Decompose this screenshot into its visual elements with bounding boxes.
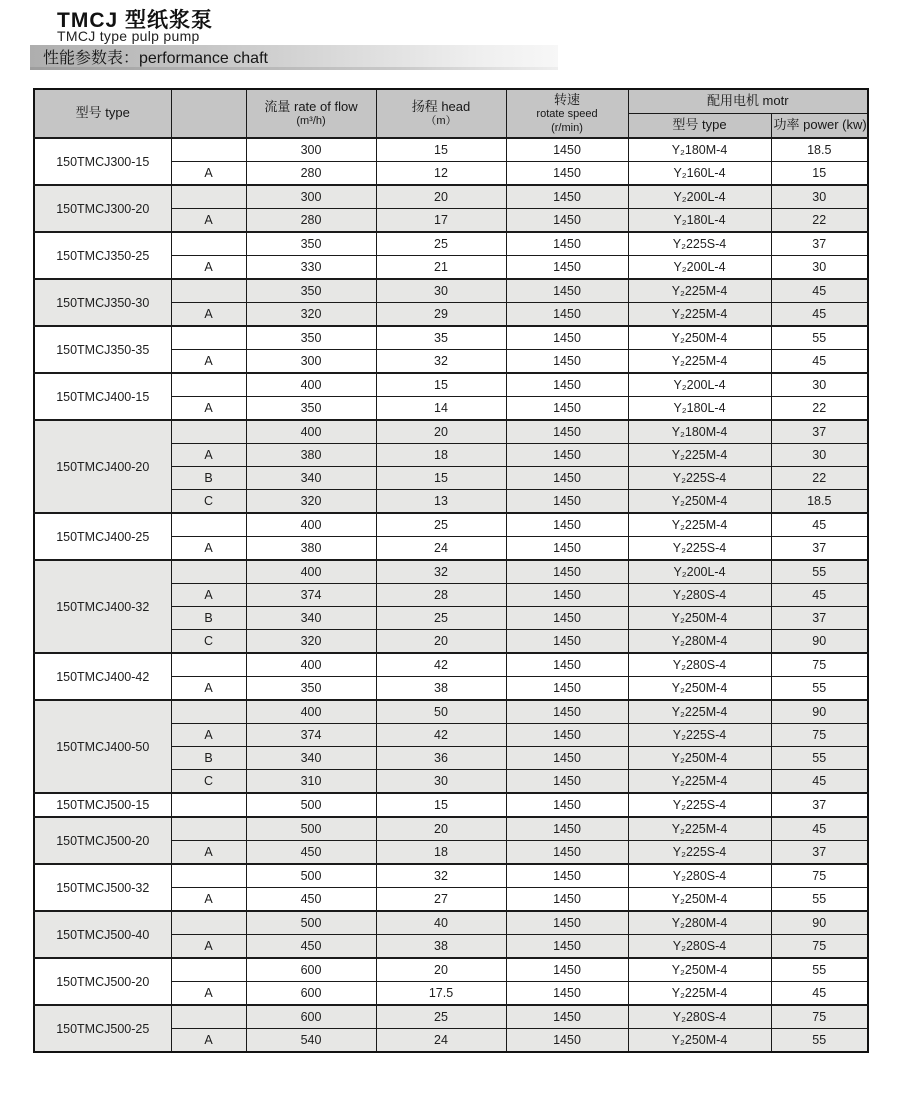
flow-cell: 374 xyxy=(246,584,376,607)
variant-cell: B xyxy=(171,747,246,770)
page-title: TMCJ 型纸浆泵 xyxy=(57,9,213,32)
motor-cell: Y₂180M-4 xyxy=(628,138,771,162)
model-cell: 150TMCJ500-25 xyxy=(34,1005,171,1052)
power-cell: 30 xyxy=(771,444,868,467)
head-cell: 20 xyxy=(376,630,506,654)
power-cell: 18.5 xyxy=(771,138,868,162)
flow-cell: 400 xyxy=(246,560,376,584)
flow-cell: 600 xyxy=(246,1005,376,1029)
table-row xyxy=(34,793,868,817)
variant-cell: C xyxy=(171,770,246,794)
table-row xyxy=(34,326,868,350)
motor-cell: Y₂280S-4 xyxy=(628,584,771,607)
flow-cell: 340 xyxy=(246,747,376,770)
power-cell: 75 xyxy=(771,935,868,959)
variant-cell xyxy=(171,653,246,677)
flow-cell: 300 xyxy=(246,185,376,209)
power-cell: 55 xyxy=(771,888,868,912)
variant-cell xyxy=(171,138,246,162)
flow-cell: 320 xyxy=(246,630,376,654)
variant-cell xyxy=(171,700,246,724)
power-cell: 45 xyxy=(771,279,868,303)
flow-cell: 450 xyxy=(246,888,376,912)
speed-cell: 1450 xyxy=(506,677,628,701)
motor-cell: Y₂200L-4 xyxy=(628,560,771,584)
head-cell: 17 xyxy=(376,209,506,233)
model-cell: 150TMCJ300-15 xyxy=(34,138,171,185)
head-cell: 12 xyxy=(376,162,506,186)
head-cell: 20 xyxy=(376,817,506,841)
motor-cell: Y₂160L-4 xyxy=(628,162,771,186)
performance-table xyxy=(33,88,869,1053)
table-row xyxy=(34,864,868,888)
header-flow xyxy=(246,89,376,138)
head-cell: 20 xyxy=(376,420,506,444)
speed-cell: 1450 xyxy=(506,770,628,794)
flow-cell: 320 xyxy=(246,490,376,514)
head-cell: 25 xyxy=(376,607,506,630)
speed-cell: 1450 xyxy=(506,256,628,280)
motor-cell: Y₂180L-4 xyxy=(628,209,771,233)
variant-cell: A xyxy=(171,982,246,1006)
power-cell: 75 xyxy=(771,1005,868,1029)
header-motor-group xyxy=(628,89,868,114)
head-cell: 17.5 xyxy=(376,982,506,1006)
power-cell: 45 xyxy=(771,513,868,537)
power-cell: 37 xyxy=(771,841,868,865)
head-cell: 35 xyxy=(376,326,506,350)
motor-cell: Y₂200L-4 xyxy=(628,373,771,397)
motor-cell: Y₂280S-4 xyxy=(628,1005,771,1029)
flow-cell: 400 xyxy=(246,373,376,397)
flow-cell: 350 xyxy=(246,677,376,701)
flow-cell: 374 xyxy=(246,724,376,747)
power-cell: 30 xyxy=(771,373,868,397)
head-cell: 24 xyxy=(376,1029,506,1053)
header-motor-type-label: 型号 type xyxy=(672,117,727,133)
header-head-line2: （m） xyxy=(425,114,457,127)
head-cell: 32 xyxy=(376,560,506,584)
speed-cell: 1450 xyxy=(506,747,628,770)
variant-cell: A xyxy=(171,888,246,912)
variant-cell: A xyxy=(171,724,246,747)
table-row xyxy=(34,513,868,537)
flow-cell: 310 xyxy=(246,770,376,794)
speed-cell: 1450 xyxy=(506,841,628,865)
head-cell: 24 xyxy=(376,537,506,561)
head-cell: 42 xyxy=(376,653,506,677)
head-cell: 15 xyxy=(376,138,506,162)
variant-cell: A xyxy=(171,444,246,467)
motor-cell: Y₂225M-4 xyxy=(628,513,771,537)
speed-cell: 1450 xyxy=(506,279,628,303)
flow-cell: 400 xyxy=(246,420,376,444)
variant-cell xyxy=(171,958,246,982)
flow-cell: 450 xyxy=(246,841,376,865)
motor-cell: Y₂225M-4 xyxy=(628,817,771,841)
head-cell: 30 xyxy=(376,770,506,794)
head-cell: 18 xyxy=(376,444,506,467)
header-speed-line3: (r/min) xyxy=(551,121,583,134)
speed-cell: 1450 xyxy=(506,864,628,888)
head-cell: 30 xyxy=(376,279,506,303)
variant-cell: C xyxy=(171,630,246,654)
variant-cell: A xyxy=(171,1029,246,1053)
power-cell: 75 xyxy=(771,864,868,888)
power-cell: 45 xyxy=(771,303,868,327)
flow-cell: 340 xyxy=(246,467,376,490)
flow-cell: 280 xyxy=(246,209,376,233)
motor-cell: Y₂225S-4 xyxy=(628,841,771,865)
head-cell: 28 xyxy=(376,584,506,607)
variant-cell: A xyxy=(171,537,246,561)
speed-cell: 1450 xyxy=(506,958,628,982)
head-cell: 15 xyxy=(376,467,506,490)
variant-cell xyxy=(171,279,246,303)
motor-cell: Y₂225M-4 xyxy=(628,303,771,327)
power-cell: 30 xyxy=(771,256,868,280)
speed-cell: 1450 xyxy=(506,350,628,374)
variant-cell: A xyxy=(171,209,246,233)
power-cell: 22 xyxy=(771,467,868,490)
flow-cell: 340 xyxy=(246,607,376,630)
head-cell: 38 xyxy=(376,677,506,701)
variant-cell xyxy=(171,373,246,397)
variant-cell: A xyxy=(171,162,246,186)
power-cell: 22 xyxy=(771,209,868,233)
flow-cell: 500 xyxy=(246,911,376,935)
flow-cell: 380 xyxy=(246,444,376,467)
speed-cell: 1450 xyxy=(506,817,628,841)
motor-cell: Y₂280M-4 xyxy=(628,630,771,654)
variant-cell xyxy=(171,911,246,935)
speed-cell: 1450 xyxy=(506,373,628,397)
flow-cell: 350 xyxy=(246,326,376,350)
motor-cell: Y₂225M-4 xyxy=(628,444,771,467)
flow-cell: 600 xyxy=(246,982,376,1006)
table-row xyxy=(34,958,868,982)
variant-cell: A xyxy=(171,350,246,374)
variant-cell xyxy=(171,560,246,584)
variant-cell xyxy=(171,513,246,537)
speed-cell: 1450 xyxy=(506,185,628,209)
power-cell: 55 xyxy=(771,677,868,701)
motor-cell: Y₂225M-4 xyxy=(628,770,771,794)
power-cell: 45 xyxy=(771,982,868,1006)
table-row xyxy=(34,1005,868,1029)
motor-cell: Y₂250M-4 xyxy=(628,888,771,912)
speed-cell: 1450 xyxy=(506,584,628,607)
head-cell: 36 xyxy=(376,747,506,770)
flow-cell: 500 xyxy=(246,793,376,817)
variant-cell xyxy=(171,1005,246,1029)
variant-cell xyxy=(171,817,246,841)
variant-cell: A xyxy=(171,841,246,865)
motor-cell: Y₂280S-4 xyxy=(628,935,771,959)
head-cell: 29 xyxy=(376,303,506,327)
motor-cell: Y₂225S-4 xyxy=(628,232,771,256)
power-cell: 55 xyxy=(771,560,868,584)
flow-cell: 500 xyxy=(246,817,376,841)
speed-cell: 1450 xyxy=(506,1005,628,1029)
power-cell: 55 xyxy=(771,326,868,350)
motor-cell: Y₂250M-4 xyxy=(628,607,771,630)
speed-cell: 1450 xyxy=(506,700,628,724)
flow-cell: 330 xyxy=(246,256,376,280)
flow-cell: 400 xyxy=(246,700,376,724)
variant-cell xyxy=(171,232,246,256)
flow-cell: 400 xyxy=(246,513,376,537)
flow-cell: 500 xyxy=(246,864,376,888)
table-row xyxy=(34,232,868,256)
model-cell: 150TMCJ400-50 xyxy=(34,700,171,793)
page-subtitle: TMCJ type pulp pump xyxy=(57,28,200,44)
motor-cell: Y₂250M-4 xyxy=(628,326,771,350)
flow-cell: 280 xyxy=(246,162,376,186)
motor-cell: Y₂225M-4 xyxy=(628,350,771,374)
model-cell: 150TMCJ350-25 xyxy=(34,232,171,279)
motor-cell: Y₂250M-4 xyxy=(628,958,771,982)
header-speed-line2: rotate speed xyxy=(536,107,598,120)
section-header-bar-shadow xyxy=(30,67,558,70)
model-cell: 150TMCJ500-20 xyxy=(34,817,171,864)
header-motor-power xyxy=(771,114,868,139)
head-cell: 25 xyxy=(376,232,506,256)
motor-cell: Y₂280S-4 xyxy=(628,864,771,888)
speed-cell: 1450 xyxy=(506,209,628,233)
model-cell: 150TMCJ500-20 xyxy=(34,958,171,1005)
head-cell: 32 xyxy=(376,350,506,374)
power-cell: 37 xyxy=(771,420,868,444)
power-cell: 22 xyxy=(771,397,868,421)
power-cell: 90 xyxy=(771,630,868,654)
speed-cell: 1450 xyxy=(506,162,628,186)
power-cell: 55 xyxy=(771,1029,868,1053)
speed-cell: 1450 xyxy=(506,303,628,327)
motor-cell: Y₂225M-4 xyxy=(628,982,771,1006)
table-row xyxy=(34,700,868,724)
motor-cell: Y₂225M-4 xyxy=(628,279,771,303)
section-header-label: 性能参数表：performance chaft xyxy=(43,49,268,67)
model-cell: 150TMCJ500-15 xyxy=(34,793,171,817)
speed-cell: 1450 xyxy=(506,888,628,912)
table-row xyxy=(34,817,868,841)
flow-cell: 380 xyxy=(246,537,376,561)
head-cell: 40 xyxy=(376,911,506,935)
variant-cell: A xyxy=(171,935,246,959)
flow-cell: 600 xyxy=(246,958,376,982)
head-cell: 14 xyxy=(376,397,506,421)
motor-cell: Y₂225S-4 xyxy=(628,467,771,490)
power-cell: 45 xyxy=(771,584,868,607)
table-header xyxy=(34,89,868,138)
motor-cell: Y₂250M-4 xyxy=(628,747,771,770)
header-flow-line1: 流量 rate of flow xyxy=(264,98,358,114)
head-cell: 18 xyxy=(376,841,506,865)
power-cell: 45 xyxy=(771,350,868,374)
speed-cell: 1450 xyxy=(506,1029,628,1053)
speed-cell: 1450 xyxy=(506,793,628,817)
speed-cell: 1450 xyxy=(506,420,628,444)
head-cell: 20 xyxy=(376,185,506,209)
speed-cell: 1450 xyxy=(506,490,628,514)
motor-cell: Y₂225S-4 xyxy=(628,724,771,747)
power-cell: 45 xyxy=(771,770,868,794)
flow-cell: 350 xyxy=(246,397,376,421)
power-cell: 45 xyxy=(771,817,868,841)
speed-cell: 1450 xyxy=(506,513,628,537)
speed-cell: 1450 xyxy=(506,935,628,959)
flow-cell: 540 xyxy=(246,1029,376,1053)
motor-cell: Y₂225M-4 xyxy=(628,700,771,724)
head-cell: 25 xyxy=(376,513,506,537)
motor-cell: Y₂200L-4 xyxy=(628,256,771,280)
model-cell: 150TMCJ400-25 xyxy=(34,513,171,560)
variant-cell: C xyxy=(171,490,246,514)
power-cell: 90 xyxy=(771,700,868,724)
variant-cell: A xyxy=(171,256,246,280)
variant-cell: A xyxy=(171,584,246,607)
head-cell: 15 xyxy=(376,373,506,397)
motor-cell: Y₂250M-4 xyxy=(628,490,771,514)
power-cell: 15 xyxy=(771,162,868,186)
variant-cell: B xyxy=(171,607,246,630)
model-cell: 150TMCJ300-20 xyxy=(34,185,171,232)
model-cell: 150TMCJ400-20 xyxy=(34,420,171,513)
power-cell: 55 xyxy=(771,958,868,982)
motor-cell: Y₂200L-4 xyxy=(628,185,771,209)
power-cell: 75 xyxy=(771,653,868,677)
power-cell: 18.5 xyxy=(771,490,868,514)
model-cell: 150TMCJ350-35 xyxy=(34,326,171,373)
table-row xyxy=(34,653,868,677)
head-cell: 15 xyxy=(376,793,506,817)
speed-cell: 1450 xyxy=(506,911,628,935)
head-cell: 32 xyxy=(376,864,506,888)
header-model xyxy=(34,89,171,138)
power-cell: 30 xyxy=(771,185,868,209)
power-cell: 55 xyxy=(771,747,868,770)
speed-cell: 1450 xyxy=(506,630,628,654)
speed-cell: 1450 xyxy=(506,724,628,747)
speed-cell: 1450 xyxy=(506,467,628,490)
power-cell: 37 xyxy=(771,793,868,817)
header-variant xyxy=(171,89,246,138)
table-row xyxy=(34,373,868,397)
motor-cell: Y₂180L-4 xyxy=(628,397,771,421)
power-cell: 37 xyxy=(771,232,868,256)
speed-cell: 1450 xyxy=(506,653,628,677)
speed-cell: 1450 xyxy=(506,326,628,350)
speed-cell: 1450 xyxy=(506,397,628,421)
variant-cell: A xyxy=(171,677,246,701)
head-cell: 21 xyxy=(376,256,506,280)
table-row xyxy=(34,911,868,935)
header-motor-power-label: 功率 power (kw) xyxy=(773,117,867,133)
power-cell: 37 xyxy=(771,607,868,630)
model-cell: 150TMCJ400-32 xyxy=(34,560,171,653)
table-row xyxy=(34,185,868,209)
head-cell: 42 xyxy=(376,724,506,747)
model-cell: 150TMCJ400-15 xyxy=(34,373,171,420)
header-motor-type xyxy=(628,114,771,139)
model-cell: 150TMCJ500-40 xyxy=(34,911,171,958)
model-cell: 150TMCJ400-42 xyxy=(34,653,171,700)
header-head-line1: 扬程 head xyxy=(411,98,471,114)
flow-cell: 300 xyxy=(246,350,376,374)
motor-cell: Y₂280M-4 xyxy=(628,911,771,935)
speed-cell: 1450 xyxy=(506,444,628,467)
head-cell: 25 xyxy=(376,1005,506,1029)
speed-cell: 1450 xyxy=(506,560,628,584)
model-cell: 150TMCJ500-32 xyxy=(34,864,171,911)
variant-cell xyxy=(171,864,246,888)
variant-cell xyxy=(171,185,246,209)
speed-cell: 1450 xyxy=(506,138,628,162)
flow-cell: 300 xyxy=(246,138,376,162)
table-body xyxy=(34,138,868,1052)
variant-cell: A xyxy=(171,303,246,327)
speed-cell: 1450 xyxy=(506,232,628,256)
header-speed xyxy=(506,89,628,138)
flow-cell: 400 xyxy=(246,653,376,677)
table-row xyxy=(34,138,868,162)
motor-cell: Y₂280S-4 xyxy=(628,653,771,677)
speed-cell: 1450 xyxy=(506,607,628,630)
section-header-bar xyxy=(30,45,558,67)
variant-cell: A xyxy=(171,397,246,421)
model-cell: 150TMCJ350-30 xyxy=(34,279,171,326)
motor-cell: Y₂225S-4 xyxy=(628,537,771,561)
header-motor-group-label: 配用电机 motr xyxy=(706,93,789,109)
variant-cell xyxy=(171,326,246,350)
motor-cell: Y₂225S-4 xyxy=(628,793,771,817)
table-row xyxy=(34,560,868,584)
flow-cell: 450 xyxy=(246,935,376,959)
variant-cell: B xyxy=(171,467,246,490)
speed-cell: 1450 xyxy=(506,537,628,561)
head-cell: 20 xyxy=(376,958,506,982)
motor-cell: Y₂250M-4 xyxy=(628,1029,771,1053)
head-cell: 27 xyxy=(376,888,506,912)
motor-cell: Y₂250M-4 xyxy=(628,677,771,701)
speed-cell: 1450 xyxy=(506,982,628,1006)
flow-cell: 350 xyxy=(246,279,376,303)
head-cell: 38 xyxy=(376,935,506,959)
power-cell: 75 xyxy=(771,724,868,747)
header-head xyxy=(376,89,506,138)
header-speed-line1: 转速 xyxy=(553,91,580,107)
power-cell: 90 xyxy=(771,911,868,935)
motor-cell: Y₂180M-4 xyxy=(628,420,771,444)
table-row xyxy=(34,279,868,303)
flow-cell: 320 xyxy=(246,303,376,327)
variant-cell xyxy=(171,793,246,817)
head-cell: 50 xyxy=(376,700,506,724)
header-flow-line2: (m³/h) xyxy=(296,114,326,127)
variant-cell xyxy=(171,420,246,444)
head-cell: 13 xyxy=(376,490,506,514)
header-model-label: 型号 type xyxy=(75,105,130,121)
power-cell: 37 xyxy=(771,537,868,561)
table-row xyxy=(34,420,868,444)
flow-cell: 350 xyxy=(246,232,376,256)
